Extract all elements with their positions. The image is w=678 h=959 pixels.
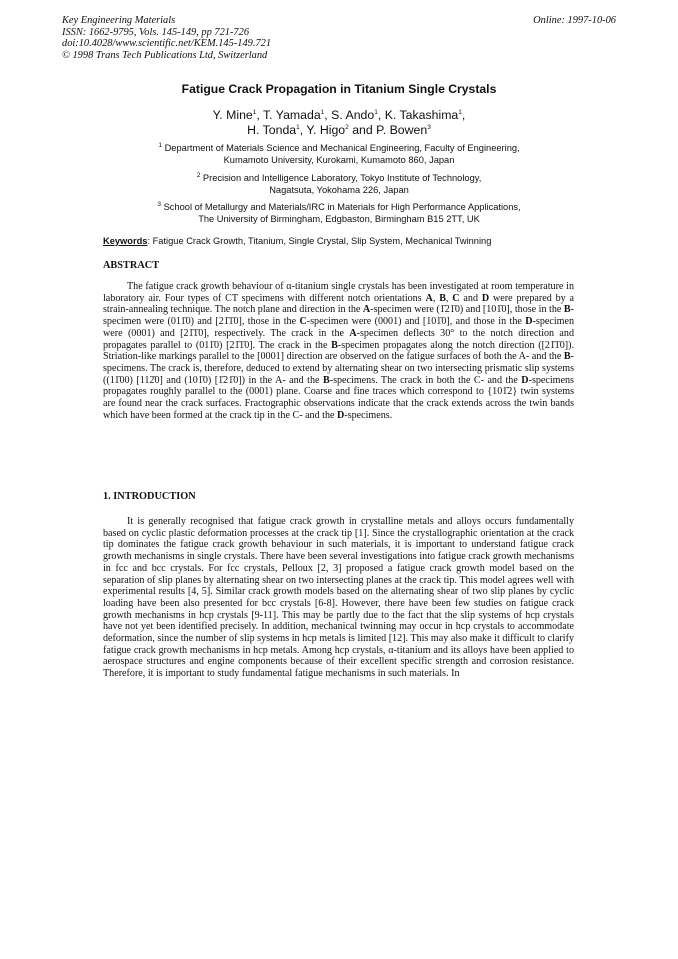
separator: ,: [377, 108, 385, 122]
author: H. Tonda: [247, 123, 297, 137]
author: P. Bowen: [376, 123, 428, 137]
author: Y. Mine: [212, 108, 253, 122]
introduction-text: It is generally recognised that fatigue crack growth in crystalline metals and alloys occurs fundamentally based on cyclic plastic deformation processes at the crack tip [1]. Since the crystallographic orientation at the crack tip dominates the fatigue crack growth behaviour in such materials, it is important to understand fatigue crack growth mechanisms in single crystals. There have been several investigations into fatigue crack growth mechanisms in fcc and bcc crystals. For fcc crystals, Pelloux [2, 3] proposed a fatigue crack growth model based on the separation of slip planes by alternating shear on two intersecting planes at the crack tip. This model agrees well with experimental results [4, 5]. Similar crack growth models based on the alternating shear of two slip planes by cyclic loading have been also presented for bcc crystals [6-8]. However, there have been few studies on fatigue crack growth mechanisms in hcp crystals [9-11]. This may be partly due to the fact that the slip systems of hcp crystals have not yet been identified precisely. In addition, mechanical twinning may occur in hcp crystals to accommodate deformation, since the number of slip systems in hcp metals is limited [12]. This may also make it difficult to clarify fatigue crack growth mechanisms in hcp metals. Among hcp crystals, α-titanium and its alloys have been applied to aerospace structures and engine components because of their excellent specific strength and corrosion resistance. Therefore, it is important to study fundamental fatigue mechanisms in such materials. In: [103, 516, 574, 680]
keywords-label: Keywords: [103, 236, 148, 246]
online-date: Online: 1997-10-06: [533, 15, 616, 26]
copyright-line: © 1998 Trans Tech Publications Ltd, Switzerland: [62, 49, 268, 61]
journal-name: Key Engineering Materials: [62, 15, 176, 26]
author: S. Ando: [331, 108, 375, 122]
separator: ,: [256, 108, 264, 122]
separator: ,: [461, 108, 466, 122]
affil-number: 2: [196, 171, 201, 179]
affil-text: Kumamoto University, Kurokami, Kumamoto 860, Japan: [223, 155, 455, 165]
separator: and: [348, 123, 377, 137]
affil-mark: 1: [458, 108, 462, 116]
paper-title: Fatigue Crack Propagation in Titanium Single Crystals: [181, 82, 497, 96]
separator: ,: [299, 123, 307, 137]
affiliation-3: [0, 201, 678, 225]
abstract-heading: ABSTRACT: [103, 260, 160, 271]
affiliation-1: [0, 142, 678, 166]
affil-text: School of Metallurgy and Materials/IRC in Materials for High Performance Applications,: [163, 202, 521, 212]
keywords-line: [103, 236, 491, 246]
affil-number: 1: [158, 141, 162, 149]
affil-mark: 1: [374, 108, 378, 116]
affil-text: Department of Materials Science and Mechanical Engineering, Faculty of Engineering,: [164, 143, 520, 153]
affil-mark: 1: [252, 108, 257, 116]
doi-line[interactable]: doi:10.4028/www.scientific.net/KEM.145-149.721: [62, 38, 272, 50]
affil-mark: 3: [427, 123, 431, 131]
author-list: [0, 108, 678, 138]
affil-mark: 1: [320, 108, 325, 116]
affiliation-2: [0, 172, 678, 196]
affil-mark: 1: [296, 123, 300, 131]
keywords-text: : Fatigue Crack Growth, Titanium, Single Crystal, Slip System, Mechanical Twinning: [147, 236, 492, 246]
affil-text: Precision and Intelligence Laboratory, Tokyo Institute of Technology,: [202, 173, 482, 183]
abstract-text: The fatigue crack growth behaviour of α-titanium single crystals has been investigated at room temperature in laboratory air. Four types of CT specimens with different notch orientations A, B, C and D were prepared by a strain-annealing technique. The notch plane and direction in the A-specimen were (1̄21̄0) and [101̄0], those in the B-specimen were (011̄0) and [21̄1̄0], those in the C-specimen were (0001) and [101̄0], and those in the D-specimen were (0001) and [21̄1̄0], respectively. The crack in the A-specimen deflects 30° to the notch direction and propagates parallel to (011̄0) [21̄1̄0]. The crack in the B-specimen propagates along the notch direction ([21̄1̄0]). Striation-like markings parallel to the [0001] direction are observed on the fatigue surfaces of both the A- and the B-specimens. The crack is, therefore, deduced to extend by alternating shear on two intersecting prismatic slip systems ((11̄00) [112̄0] and (101̄0) [1̄21̄0]) in the A- and the B-specimens. The crack in both the C- and the D-specimens propagates roughly parallel to the (0001) plane. Coarse and fine traces which correspond to {101̄2} twin systems are found near the crack surfaces. Fractographic observations indicate that the crack extends across the twin bands which have been formed at the crack tip in the C- and the D-specimens.: [103, 281, 575, 421]
page-header: [62, 15, 616, 61]
affil-mark: 2: [345, 123, 349, 131]
author-line-2: [0, 123, 678, 138]
author: K. Takashima: [384, 108, 459, 122]
issn-line: ISSN: 1662-9795, Vols. 145-149, pp 721-726: [62, 26, 250, 38]
introduction-heading: 1. INTRODUCTION: [103, 491, 196, 502]
affil-text: The University of Birmingham, Edgbaston, Birmingham B15 2TT, UK: [198, 214, 480, 224]
affil-number: 3: [157, 200, 161, 208]
affil-text: Nagatsuta, Yokohama 226, Japan: [269, 185, 409, 195]
author: Y. Higo: [306, 123, 346, 137]
author-line-1: [0, 108, 678, 123]
separator: ,: [324, 108, 332, 122]
author: T. Yamada: [263, 108, 321, 122]
